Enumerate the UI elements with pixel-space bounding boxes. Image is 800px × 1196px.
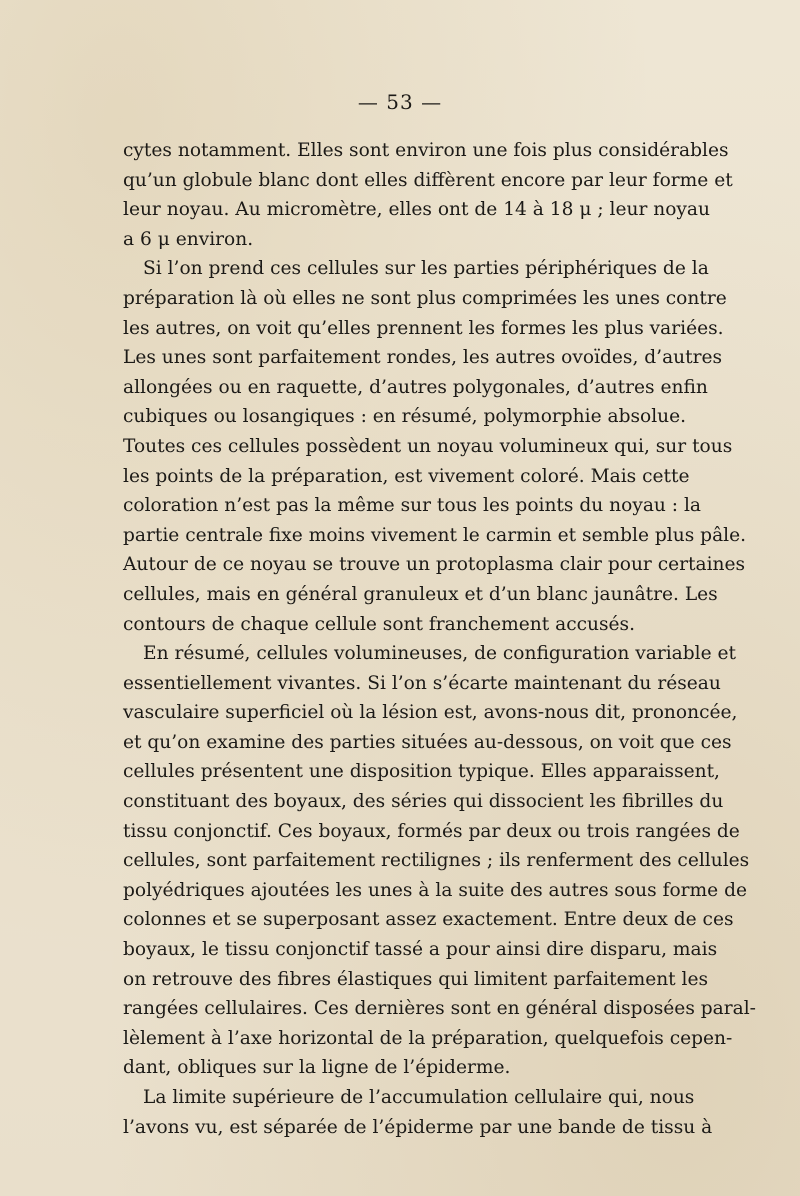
text-line: essentiellement vivantes. Si l’on s’écarte maintenant du réseau [123,672,721,694]
text-line: boyaux, le tissu conjonctif tassé a pour ainsi dire disparu, mais [123,939,718,961]
text-line: Autour de ce noyau se trouve un protoplasma clair pour certaines [123,554,746,576]
text-line: En résumé, cellules volumineuses, de configuration variable et [143,643,736,665]
text-line: cellules, mais en général granuleux et d’un blanc jaunâtre. Les [123,583,718,605]
text-line: leur noyau. Au micromètre, elles ont de 14 à 18 μ ; leur noyau [123,199,710,221]
text-line: et qu’on examine des parties situées au-dessous, on voit que ces [123,731,732,753]
text-line: les autres, on voit qu’elles prennent les formes les plus variées. [123,317,724,339]
text-line: cubiques ou losangiques : en résumé, polymorphie absolue. [123,406,687,428]
text-line: contours de chaque cellule sont franchement accusés. [123,613,635,635]
text-line: Si l’on prend ces cellules sur les parties périphériques de la [143,258,709,280]
text-line: Les unes sont parfaitement rondes, les autres ovoïdes, d’autres [123,347,723,369]
page-number: — 53 — [357,90,443,114]
text-line: a 6 μ environ. [123,228,254,250]
text-line: Toutes ces cellules possèdent un noyau volumineux qui, sur tous [123,435,733,457]
text-line: rangées cellulaires. Ces dernières sont en général disposées paral- [123,998,756,1020]
text-line: préparation là où elles ne sont plus comprimées les unes contre [123,287,727,309]
text-line: dant, obliques sur la ligne de l’épiderme. [123,1057,511,1079]
text-line: tissu conjonctif. Ces boyaux, formés par deux ou trois rangées de [123,820,740,842]
body-text [123,136,756,1142]
text-line: vasculaire superficiel où la lésion est, avons-nous dit, prononcée, [123,702,738,724]
text-line: partie centrale fixe moins vivement le carmin et semble plus pâle. [123,524,747,546]
text-line: l’avons vu, est séparée de l’épiderme par une bande de tissu à [123,1116,713,1138]
text-line: coloration n’est pas la même sur tous les points du noyau : la [123,495,701,517]
text-line: La limite supérieure de l’accumulation cellulaire qui, nous [143,1087,695,1108]
text-line: cytes notamment. Elles sont environ une fois plus considérables [123,140,729,161]
text-line: cellules, sont parfaitement rectilignes ; ils renferment des cellules [123,850,750,872]
text-line: on retrouve des fibres élastiques qui limitent parfaitement les [123,968,709,990]
text-line: qu’un globule blanc dont elles diffèrent encore par leur forme et [123,169,733,191]
text-line: cellules présentent une disposition typique. Elles apparaissent, [123,761,720,783]
text-line: colonnes et se superposant assez exactement. Entre deux de ces [123,909,734,931]
text-line: polyédriques ajoutées les unes à la suite des autres sous forme de [123,879,747,901]
text-line: allongées ou en raquette, d’autres polygonales, d’autres enfin [123,376,708,398]
text-line: les points de la préparation, est vivement coloré. Mais cette [123,465,690,487]
text-line: lèlement à l’axe horizontal de la préparation, quelquefois cepen- [123,1027,733,1049]
text-line: constituant des boyaux, des séries qui dissocient les fibrilles du [123,791,724,813]
